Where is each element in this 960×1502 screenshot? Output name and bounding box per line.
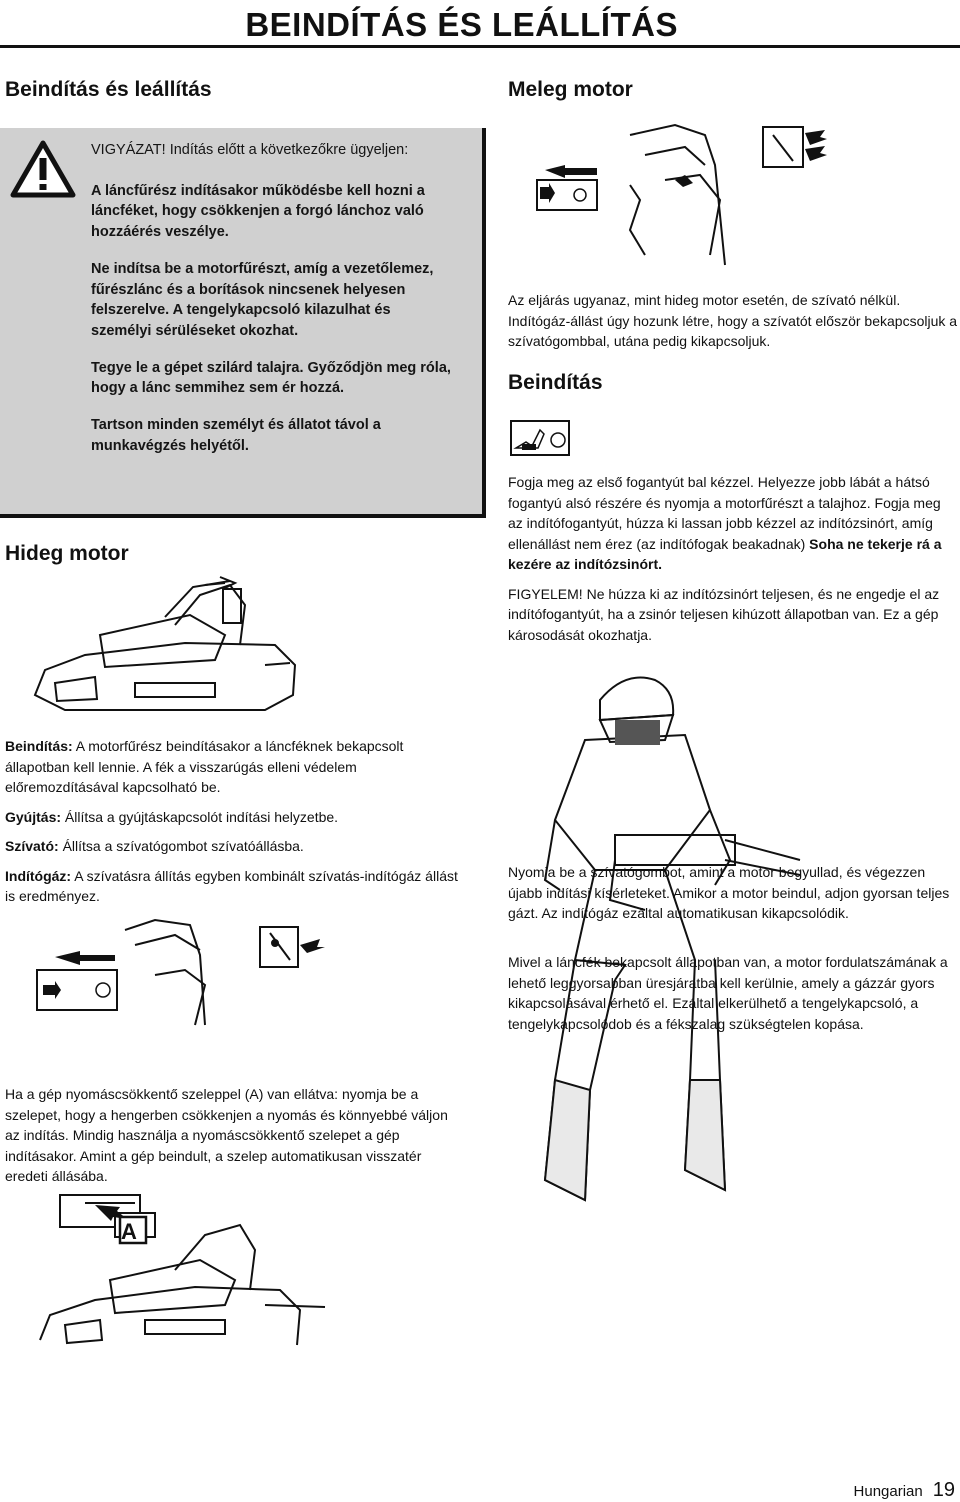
- section-heading-starting: Beindítás: [508, 371, 603, 394]
- warning-triangle-icon: [10, 140, 76, 198]
- paragraph-ignition: Gyújtás: Állítsa a gyújtáskapcsolót indítási helyzetbe.: [5, 808, 339, 825]
- page-footer: [854, 1479, 955, 1502]
- cold-start-paragraphs: [5, 736, 460, 916]
- starting-instructions: [508, 472, 958, 654]
- label-ignition: Gyújtás:: [5, 808, 62, 825]
- section-heading-cold-engine: Hideg motor: [5, 542, 129, 565]
- valve-paragraph: Ha a gép nyomáscsökkentő szeleppel (A) van ellátva: nyomja be a szelepet, hogy a hengerben csökkenjen a nyomás és könnyebbé váljon az indítás. Mindig használja a nyomáscsökkentő szelepet a gép indításakor. Amint a gép beindult, a szelep automatikusan visszatér eredeti állásába.: [5, 1086, 448, 1184]
- chain-brake-text: Mivel a láncfék bekapcsolt állapotban van, a motor fordulatszámának a lehető leggyorsabban üresjáratba kell kerülnie, amely a gázzár gyors kikapcsolásával érhető el. Ezáltal elkerülhető a tengelykapcsoló, a tengelykapcsolódob és a fékszalag szükségtelen kopása.: [508, 954, 948, 1032]
- warning-item: Tartson minden személyt és állatot távol a munkavégzés helyétől.: [91, 417, 381, 454]
- warning-item: A láncfűrész indításakor működésbe kell hozni a láncféket, hogy csökkenjen a forgó lánchoz való hozzáérés veszélye.: [91, 182, 425, 241]
- paragraph-choke: Szívató: Állítsa a szívatógombot szívatóállásba.: [5, 838, 304, 854]
- warning-item: Ne indítsa be a motorfűrészt, amíg a vezetőlemez, fűrészlánc és a borítások nincsenek helyesen felszerelve. A tengelykapcsoló kilazulhat és személyi sérüléseket okozhat.: [91, 260, 434, 339]
- section-heading-start-stop: Beindítás és leállítás: [5, 78, 212, 101]
- warning-intro: VIGYÁZAT! Indítás előtt a következőkre ügyeljen:: [91, 142, 409, 158]
- valve-label: A: [121, 1219, 137, 1244]
- label-throttle: Indítógáz:: [5, 867, 72, 884]
- starting-note: FIGYELEM! Ne húzza ki az indítózsinórt teljesen, és ne engedje el az indítófogantyút, ha a zsinór teljesen kihúzott állapotban van. Ez a gép károsodását okozhatja.: [508, 585, 940, 643]
- page-number: 19: [932, 1479, 955, 1501]
- note-label: FIGYELEM!: [508, 585, 583, 602]
- paragraph-throttle: Indítógáz: A szívatásra állítás egyben kombinált szívatás-indítógáz állást is eredményez.: [5, 867, 458, 904]
- warm-engine-illustration: [535, 125, 835, 275]
- person-starting-chainsaw-illustration: [515, 660, 805, 1210]
- label-start: Beindítás:: [5, 738, 73, 754]
- page-header-title: BEINDÍTÁS ÉS LEÁLLÍTÁS: [245, 6, 678, 43]
- choke-release-text: Nyomja be a szívatógombot, amint a motor begyullad, és végezzen újabb indítási kísérleteket. Amikor a motor beindul, adjon gyorsan teljes gázt. Az indítógáz ezáltal automatikusan kikapcsolódik.: [508, 864, 950, 921]
- warning-text: [91, 140, 451, 472]
- warm-engine-text: Az eljárás ugyanaz, mint hideg motor esetén, de szívató nélkül. Indítógáz-állást úgy hozunk létre, hogy a szívatót először bekapcsoljuk a szívatógombbal, utána pedig kikapcsoljuk.: [508, 292, 958, 349]
- paragraph-brake: Beindítás: A motorfűrész beindításakor a láncféknek bekapcsolt állapotban kell lennie. A fék a visszarúgás elleni védelem előremozdításával kapcsolható be.: [5, 738, 404, 795]
- decompression-valve-illustration: [25, 1195, 345, 1355]
- header-rule: [0, 45, 960, 48]
- chainsaw-illustration: [25, 575, 325, 715]
- label-choke: Szívató:: [5, 838, 59, 854]
- starting-text: Fogja meg az első fogantyút bal kézzel. Helyezze jobb lábát a hátsó fogantyú alsó részére és nyomja a motorfűrészt a talajhoz. Fogja meg az indítófogantyút, húzza ki lassan jobb kézzel az indítózsinórt, amíg ellenállást nem érez (az indítófogak beakadnak) Soha ne tekerje rá a kezére az indítózsinórt.: [508, 474, 942, 572]
- start-symbol-icon: [510, 420, 570, 456]
- starting-bold-warning: Soha ne tekerje rá a kezére az indítózsinórt.: [508, 535, 942, 572]
- footer-language: Hungarian: [853, 1483, 923, 1500]
- section-heading-warm-engine: Meleg motor: [508, 78, 633, 101]
- warning-item: Tegye le a gépet szilárd talajra. Győződjön meg róla, hogy a lánc semmihez sem ér hozzá.: [91, 359, 451, 397]
- choke-switch-illustration: [35, 915, 335, 1035]
